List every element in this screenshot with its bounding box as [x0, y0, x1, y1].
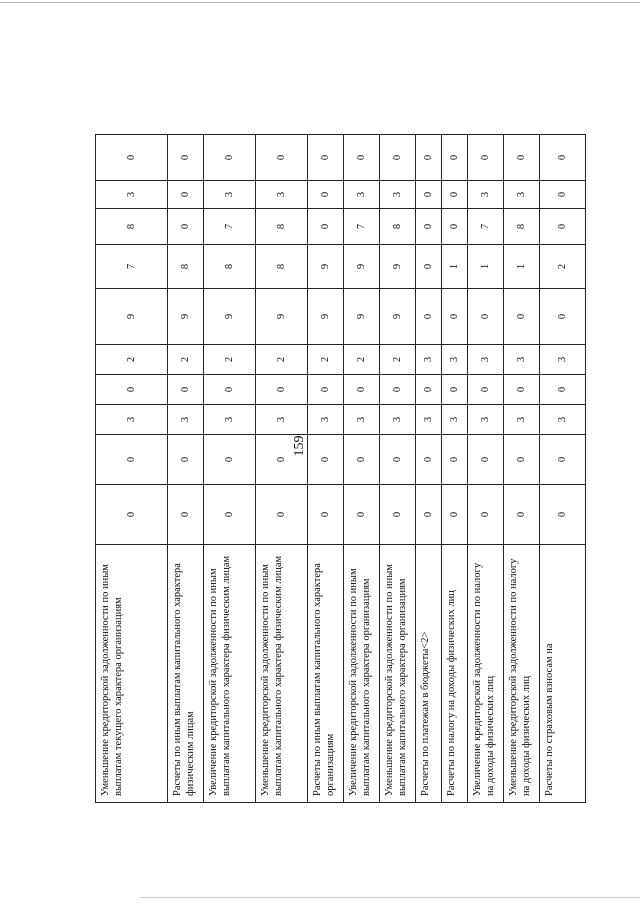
code-cell: 8 — [256, 209, 308, 245]
code-cell: 2 — [380, 345, 416, 375]
code-cell: 0 — [504, 135, 540, 181]
code-cell: 0 — [442, 375, 468, 405]
code-cell: 0 — [344, 485, 380, 545]
code-cell: 0 — [416, 435, 442, 485]
code-cell: 0 — [256, 135, 308, 181]
code-cell: 0 — [168, 375, 204, 405]
code-cell: 1 — [468, 245, 504, 289]
code-cell: 2 — [204, 345, 256, 375]
table-row — [344, 135, 380, 803]
code-cell: 0 — [540, 135, 586, 181]
code-cell: 3 — [442, 345, 468, 375]
code-cell: 0 — [308, 209, 344, 245]
table-row — [540, 135, 586, 803]
code-cell: 9 — [380, 289, 416, 345]
table-row — [204, 135, 256, 803]
code-cell: 0 — [540, 485, 586, 545]
code-cell: 0 — [416, 245, 442, 289]
code-cell: 0 — [96, 485, 168, 545]
code-cell: 3 — [256, 181, 308, 209]
code-cell: 0 — [540, 181, 586, 209]
code-cell: 0 — [416, 181, 442, 209]
code-cell: 2 — [540, 245, 586, 289]
code-cell: 9 — [168, 289, 204, 345]
code-cell: 9 — [96, 289, 168, 345]
table-row — [442, 135, 468, 803]
code-cell: 0 — [468, 135, 504, 181]
code-cell: 3 — [540, 405, 586, 435]
table-row — [380, 135, 416, 803]
code-cell: 0 — [380, 435, 416, 485]
code-cell: 0 — [96, 135, 168, 181]
code-cell: 0 — [416, 485, 442, 545]
scan-edge-top — [0, 2, 640, 3]
code-cell: 1 — [442, 245, 468, 289]
code-cell: 0 — [256, 375, 308, 405]
code-cell: 0 — [468, 375, 504, 405]
code-cell: 9 — [256, 289, 308, 345]
code-cell: 7 — [96, 245, 168, 289]
row-label: Расчеты по налогу на доходы физических лиц — [442, 545, 468, 803]
code-cell: 8 — [168, 245, 204, 289]
code-cell: 0 — [468, 435, 504, 485]
row-label: Расчеты по платежам в бюджеты<2> — [416, 545, 442, 803]
code-cell: 0 — [442, 485, 468, 545]
code-cell: 0 — [168, 135, 204, 181]
code-cell: 3 — [468, 405, 504, 435]
code-cell: 7 — [344, 209, 380, 245]
code-cell: 0 — [204, 135, 256, 181]
code-cell: 0 — [540, 375, 586, 405]
code-cell: 8 — [96, 209, 168, 245]
code-cell: 2 — [96, 345, 168, 375]
code-cell: 3 — [504, 405, 540, 435]
code-cell: 3 — [380, 181, 416, 209]
code-cell: 0 — [204, 485, 256, 545]
code-cell: 9 — [204, 289, 256, 345]
code-cell: 0 — [504, 485, 540, 545]
code-cell: 0 — [308, 485, 344, 545]
code-cell: 0 — [504, 435, 540, 485]
row-label: Увеличение кредиторской задолженности по налогу на доходы физических лиц — [468, 545, 504, 803]
code-cell: 0 — [442, 135, 468, 181]
page-number: 159 — [292, 435, 307, 457]
code-cell: 0 — [308, 375, 344, 405]
code-cell: 0 — [96, 435, 168, 485]
code-cell: 0 — [204, 375, 256, 405]
code-cell: 3 — [468, 181, 504, 209]
code-cell: 3 — [416, 405, 442, 435]
code-cell: 0 — [96, 375, 168, 405]
code-cell: 0 — [344, 435, 380, 485]
code-cell: 3 — [344, 181, 380, 209]
scan-edge-bottom — [140, 897, 640, 898]
table-row — [416, 135, 442, 803]
code-cell: 3 — [96, 405, 168, 435]
code-cell: 0 — [256, 435, 308, 485]
row-label: Уменьшение кредиторской задолженности по иным выплатам капитального характера физическим лицам — [256, 545, 308, 803]
code-cell: 8 — [204, 245, 256, 289]
code-cell: 0 — [380, 485, 416, 545]
code-cell: 0 — [540, 289, 586, 345]
code-cell: 8 — [256, 245, 308, 289]
code-cell: 3 — [344, 405, 380, 435]
code-cell: 9 — [308, 245, 344, 289]
code-cell: 3 — [168, 405, 204, 435]
code-cell: 8 — [504, 209, 540, 245]
code-cell: 0 — [168, 485, 204, 545]
code-cell: 0 — [442, 289, 468, 345]
rotated-table-container — [95, 135, 585, 803]
code-cell: 9 — [344, 245, 380, 289]
code-cell: 2 — [256, 345, 308, 375]
code-cell: 9 — [308, 289, 344, 345]
code-cell: 2 — [168, 345, 204, 375]
code-cell: 0 — [380, 135, 416, 181]
code-cell: 3 — [416, 345, 442, 375]
code-cell: 7 — [204, 209, 256, 245]
code-cell: 0 — [540, 435, 586, 485]
code-cell: 0 — [416, 135, 442, 181]
code-cell: 0 — [344, 375, 380, 405]
code-cell: 3 — [96, 181, 168, 209]
code-cell: 3 — [504, 181, 540, 209]
code-cell: 0 — [442, 209, 468, 245]
row-label: Расчеты по иным выплатам капитального характера физическим лицам — [168, 545, 204, 803]
row-label: Увеличение кредиторской задолженности по иным выплатам капитального характера физическим лицам — [204, 545, 256, 803]
code-cell: 3 — [204, 405, 256, 435]
code-cell: 2 — [344, 345, 380, 375]
code-cell: 1 — [504, 245, 540, 289]
code-cell: 0 — [442, 181, 468, 209]
table-row — [96, 135, 168, 803]
code-cell: 0 — [204, 435, 256, 485]
table-row — [256, 135, 308, 803]
code-cell: 3 — [256, 405, 308, 435]
code-cell: 0 — [468, 485, 504, 545]
code-cell: 8 — [380, 209, 416, 245]
code-cell: 0 — [308, 181, 344, 209]
code-cell: 0 — [168, 181, 204, 209]
code-cell: 3 — [468, 345, 504, 375]
code-cell: 7 — [468, 209, 504, 245]
code-cell: 3 — [204, 181, 256, 209]
table-row — [504, 135, 540, 803]
code-cell: 0 — [442, 435, 468, 485]
code-cell: 0 — [468, 289, 504, 345]
code-cell: 0 — [540, 209, 586, 245]
table-row — [308, 135, 344, 803]
row-label: Уменьшение кредиторской задолженности по налогу на доходы физических лиц — [504, 545, 540, 803]
code-cell: 3 — [442, 405, 468, 435]
code-cell: 0 — [380, 375, 416, 405]
row-label: Уменьшение кредиторской задолженности по иным выплатам текущего характера организациям — [96, 545, 168, 803]
code-cell: 0 — [168, 435, 204, 485]
table-row — [468, 135, 504, 803]
code-cell: 0 — [416, 375, 442, 405]
code-cell: 0 — [308, 435, 344, 485]
code-cell: 0 — [416, 209, 442, 245]
row-label: Уменьшение кредиторской задолженности по иным выплатам капитального характера организациям — [380, 545, 416, 803]
code-cell: 0 — [416, 289, 442, 345]
account-codes-table — [95, 134, 586, 803]
table-row — [168, 135, 204, 803]
code-cell: 0 — [256, 485, 308, 545]
code-cell: 0 — [168, 209, 204, 245]
code-cell: 0 — [504, 289, 540, 345]
code-cell: 9 — [380, 245, 416, 289]
code-cell: 3 — [504, 345, 540, 375]
code-cell: 9 — [344, 289, 380, 345]
row-label: Увеличение кредиторской задолженности по иным выплатам капитального характера организациям — [344, 545, 380, 803]
row-label: Расчеты по иным выплатам капитального характера организациям — [308, 545, 344, 803]
code-cell: 3 — [380, 405, 416, 435]
code-cell: 3 — [540, 345, 586, 375]
code-cell: 2 — [308, 345, 344, 375]
code-cell: 0 — [504, 375, 540, 405]
code-cell: 0 — [344, 135, 380, 181]
row-label: Расчеты по страховым взносам на — [540, 545, 586, 803]
code-cell: 3 — [308, 405, 344, 435]
code-cell: 0 — [308, 135, 344, 181]
